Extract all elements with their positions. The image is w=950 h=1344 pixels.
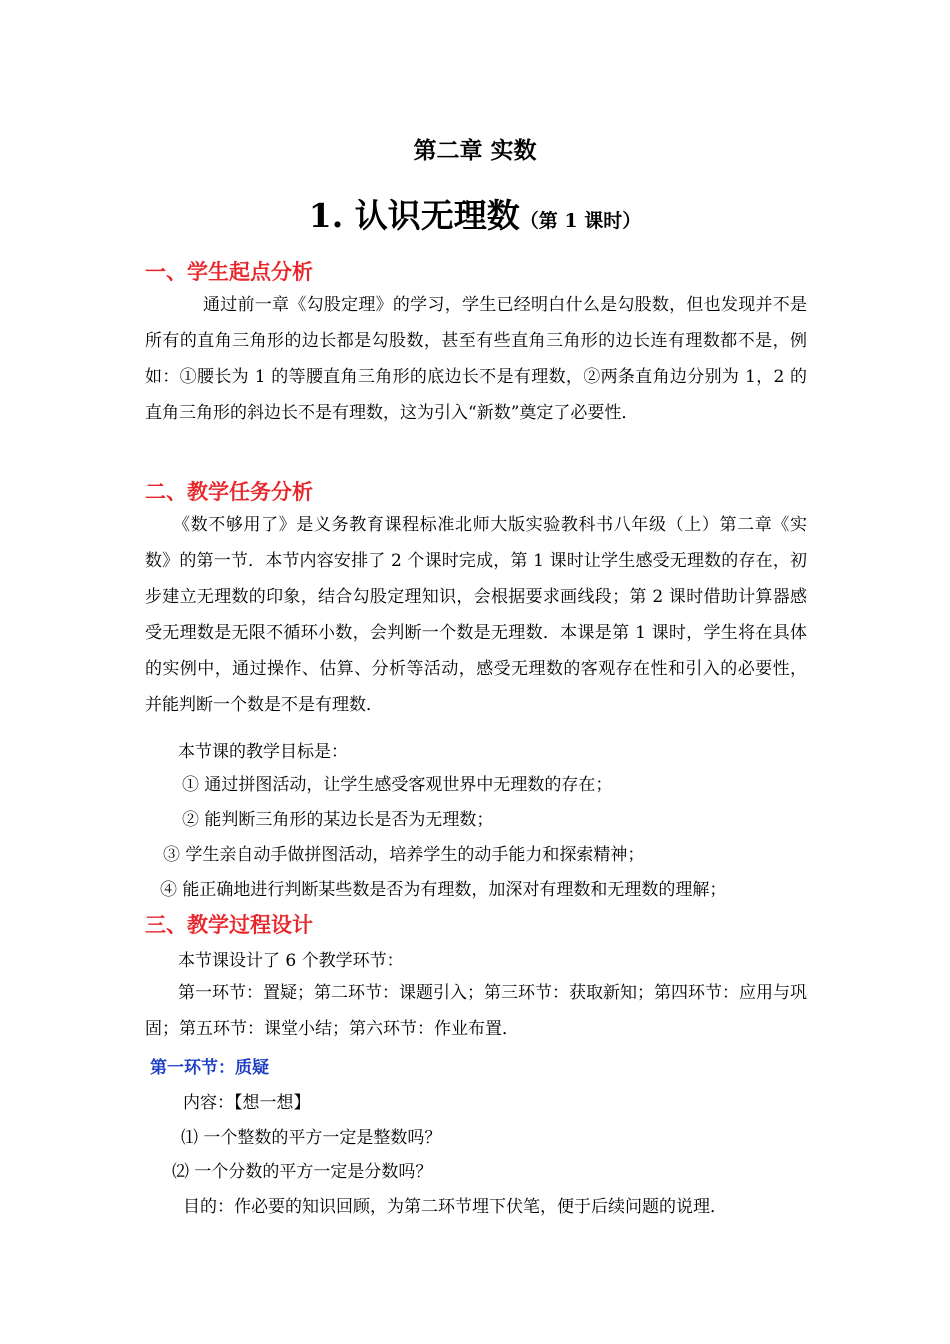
goal-item: ② 能判断三角形的某边长是否为无理数； bbox=[182, 810, 494, 830]
section-heading-process-design: 三、教学过程设计 bbox=[145, 912, 313, 937]
question-2: ⑵ 一个分数的平方一定是分数吗？ bbox=[172, 1162, 433, 1182]
lesson-title-main: 1. 认识无理数 bbox=[308, 196, 520, 235]
section-heading-student-analysis: 一、学生起点分析 bbox=[145, 259, 313, 284]
goals-intro: 本节课的教学目标是： bbox=[178, 742, 348, 762]
purpose-text: 目的：作必要的知识回顾，为第二环节埋下伏笔，便于后续问题的说理． bbox=[183, 1197, 727, 1217]
process-steps: 第一环节：置疑；第二环节：课题引入；第三环节：获取新知；第四环节：应用与巩固；第五环节：课堂小结；第六环节：作业布置． bbox=[145, 983, 807, 1039]
goal-item: ③ 学生亲自动手做拼图活动，培养学生的动手能力和探索精神； bbox=[163, 845, 645, 865]
goal-item: ① 通过拼图活动，让学生感受客观世界中无理数的存在； bbox=[182, 775, 613, 795]
chapter-title: 第二章 实数 bbox=[413, 137, 537, 164]
section-paragraph-task-analysis: 《数不够用了》是义务教育课程标准北师大版实验教科书八年级（上）第二章《实数》的第一节．本节内容安排了 2 个课时完成，第 1 课时让学生感受无理数的存在，初步建立无理数的印象，结合勾股定理知识，会根据要求画线段；第 2 课时借助计算器感受无理数是无限不循环小数，会判断一个数是无理数．本课是第 1 课时，学生将在具体的实例中，通过操作、估算、分析等活动，感受无理数的客观存在性和引入的必要性，并能判断一个数是不是有理数． bbox=[145, 515, 807, 715]
process-intro: 本节课设计了 6 个教学环节： bbox=[178, 951, 404, 971]
content-label: 内容：【想一想】 bbox=[183, 1093, 311, 1113]
goal-item: ④ 能正确地进行判断某些数是否为有理数，加深对有理数和无理数的理解； bbox=[160, 880, 727, 900]
question-1: ⑴ 一个整数的平方一定是整数吗？ bbox=[181, 1128, 442, 1148]
sub-heading-step-one: 第一环节：质疑 bbox=[150, 1058, 269, 1078]
section-paragraph-student-analysis: 通过前一章《勾股定理》的学习，学生已经明白什么是勾股数，但也发现并不是所有的直角三角形的边长都是勾股数，甚至有些直角三角形的边长连有理数都不是，例如：①腰长为 1 的等腰直角三角形的底边长不是有理数，②两条直角边分别为 1，2 的直角三角形的斜边长不是有理数，这为引入“新数”奠定了必要性． bbox=[145, 295, 807, 423]
section-heading-task-analysis: 二、教学任务分析 bbox=[145, 479, 313, 504]
lesson-subtitle: （第 1 课时） bbox=[519, 210, 642, 232]
lesson-title bbox=[0, 190, 950, 237]
